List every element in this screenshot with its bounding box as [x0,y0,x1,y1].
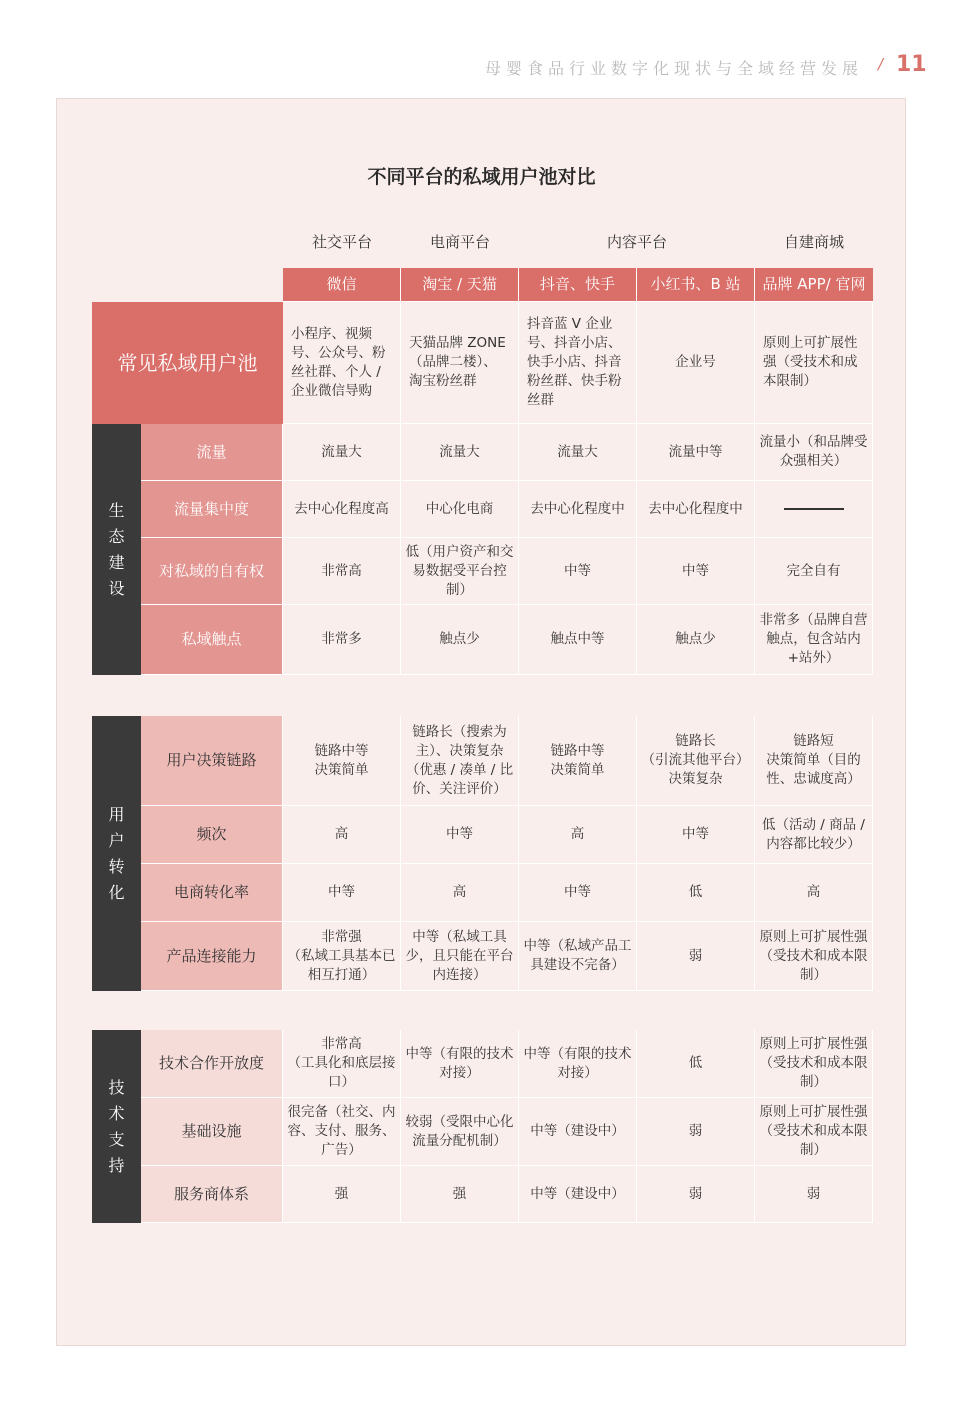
pool-row-label: 常见私域用户池 [92,302,283,424]
table-cell: 高 [519,806,637,864]
table-cell: 流量大 [519,424,637,481]
group-user-conversion: 用户转化 [92,716,141,991]
divider-slash: / [878,55,884,73]
table-cell: 原则上可扩展性强（受技术和成本限制） [755,1098,873,1166]
table-cell: 中等 [519,864,637,922]
table-cell: 链路中等 决策简单 [519,716,637,806]
table-cell: 中心化电商 [401,481,519,538]
table-title: 不同平台的私域用户池对比 [367,166,596,188]
table-cell: 非常高 （工具化和底层接口） [283,1030,401,1098]
table-cell: 中等（私域产品工具建设不完备） [519,922,637,991]
row-label-infrastructure: 基础设施 [141,1098,283,1166]
table-cell: 流量大 [401,424,519,481]
platform-brand-app: 品牌 APP/ 官网 [755,268,873,302]
platform-douyin-kuaishou: 抖音、快手 [519,268,637,302]
group-ecosystem: 生态建设 [92,424,141,675]
table-cell: 非常多 [283,605,401,675]
table-cell: 非常高 [283,538,401,605]
category-ecommerce: 电商平台 [429,233,490,251]
table-cell: 去中心化程度高 [283,481,401,538]
row-label-traffic-concentration: 流量集中度 [141,481,283,538]
table-cell: 触点少 [401,605,519,675]
row-label-product-connectivity: 产品连接能力 [141,922,283,991]
row-label-traffic: 流量 [141,424,283,481]
table-cell: 中等 [637,806,755,864]
table-cell: 低 [637,1030,755,1098]
platform-taobao-tmall: 淘宝 / 天猫 [401,268,519,302]
table-cell: 链路短 决策简单（目的性、忠诚度高） [755,716,873,806]
table-cell: 中等（私域工具少，且只能在平台内连接） [401,922,519,991]
pool-cell-brand-app: 原则上可扩展性强（受技术和成本限制） [755,302,873,424]
table-cell: 触点中等 [519,605,637,675]
group-tech-support: 技术支持 [92,1030,141,1223]
table-cell-none [755,481,873,538]
row-label-frequency: 频次 [141,806,283,864]
table-cell: 弱 [637,1166,755,1223]
table-cell: 非常多（品牌自营触点，包含站内+站外） [755,605,873,675]
no-value-dash [784,508,844,510]
table-cell: 完全自有 [755,538,873,605]
page-number: 11 [896,52,927,77]
table-cell: 很完备（社交、内容、支付、服务、广告） [283,1098,401,1166]
table-cell: 高 [755,864,873,922]
pool-cell-taobao: 天猫品牌 ZONE（品牌二楼）、淘宝粉丝群 [401,302,519,424]
table-cell: 较弱（受限中心化流量分配机制） [401,1098,519,1166]
table-cell: 原则上可扩展性强（受技术和成本限制） [755,922,873,991]
table-cell: 弱 [637,1098,755,1166]
category-social: 社交平台 [311,233,372,251]
table-cell: 中等 [401,806,519,864]
row-label-conversion-rate: 电商转化率 [141,864,283,922]
pool-cell-xiaohongshu: 企业号 [637,302,755,424]
category-self-built: 自建商城 [783,233,844,251]
table-cell: 低 [637,864,755,922]
row-label-ownership: 对私域的自有权 [141,538,283,605]
table-cell: 高 [283,806,401,864]
table-cell: 中等 [519,538,637,605]
table-cell: 低（活动 / 商品 / 内容都比较少） [755,806,873,864]
table-cell: 低（用户资产和交易数据受平台控制） [401,538,519,605]
table-cell: 链路长（搜索为主）、决策复杂（优惠 / 凑单 / 比价、关注评价） [401,716,519,806]
table-cell: 中等（有限的技术对接） [401,1030,519,1098]
table-cell: 触点少 [637,605,755,675]
table-cell: 流量中等 [637,424,755,481]
table-cell: 中等 [283,864,401,922]
table-cell: 中等 [637,538,755,605]
platform-wechat: 微信 [283,268,401,302]
table-cell: 去中心化程度中 [519,481,637,538]
table-cell: 原则上可扩展性强（受技术和成本限制） [755,1030,873,1098]
table-cell: 强 [401,1166,519,1223]
pool-cell-wechat: 小程序、视频号、公众号、粉丝社群、个人 / 企业微信导购 [283,302,401,424]
platform-xiaohongshu-bilibili: 小红书、B 站 [637,268,755,302]
table-cell: 链路中等 决策简单 [283,716,401,806]
table-cell: 非常强 （私域工具基本已相互打通） [283,922,401,991]
table-cell: 中等（建设中） [519,1166,637,1223]
table-cell: 流量大 [283,424,401,481]
row-label-tech-openness: 技术合作开放度 [141,1030,283,1098]
table-cell: 中等（建设中） [519,1098,637,1166]
pool-cell-douyin: 抖音蓝 V 企业号、抖音小店、快手小店、抖音粉丝群、快手粉丝群 [519,302,637,424]
table-cell: 中等（有限的技术对接） [519,1030,637,1098]
table-cell: 流量小（和品牌受众强相关） [755,424,873,481]
row-label-service-providers: 服务商体系 [141,1166,283,1223]
report-title: 母婴食品行业数字化现状与全域经营发展 [484,59,863,78]
table-cell: 链路长 （引流其他平台） 决策复杂 [637,716,755,806]
category-content: 内容平台 [606,233,667,251]
table-cell: 去中心化程度中 [637,481,755,538]
table-cell: 高 [401,864,519,922]
table-cell: 强 [283,1166,401,1223]
table-cell: 弱 [755,1166,873,1223]
row-label-decision-path: 用户决策链路 [141,716,283,806]
table-cell: 弱 [637,922,755,991]
row-label-touchpoints: 私域触点 [141,605,283,675]
